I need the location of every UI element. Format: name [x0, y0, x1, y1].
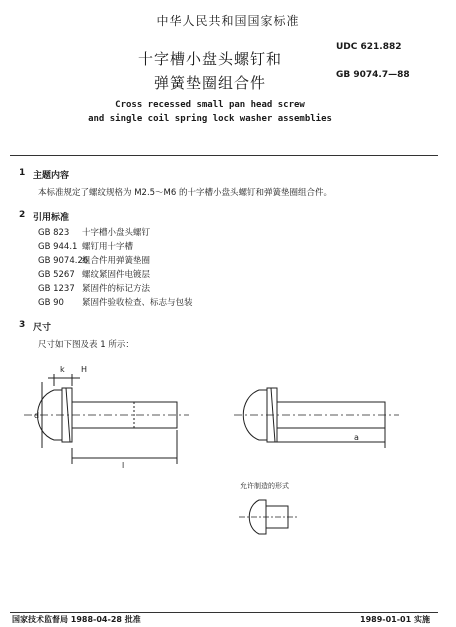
english-title-line-2: and single coil spring lock washer assemblies — [88, 114, 332, 124]
dim-d-label: d — [34, 411, 40, 420]
section-2-title: 引用标准 — [33, 213, 70, 223]
section-1-title: 主题内容 — [33, 171, 70, 181]
title-line-2: 弹簧垫圈组合件 — [153, 74, 266, 92]
udc-number: UDC 621.882 — [336, 42, 402, 52]
alt-form-caption: 允许制造的形式 — [240, 482, 289, 490]
reference-desc: 十字槽小盘头螺钉 — [82, 228, 151, 238]
reference-desc: 紧固件的标记方法 — [82, 284, 151, 294]
screw-assembly-drawing — [14, 360, 444, 610]
reference-item — [38, 240, 133, 252]
reference-desc: 螺纹紧固件电镀层 — [82, 270, 151, 280]
reference-desc: 紧固件验收检查、标志与包装 — [82, 298, 193, 308]
reference-desc: 组合件用弹簧垫圈 — [82, 256, 151, 266]
reference-code: GB 9074.26 — [38, 256, 89, 266]
dim-h-label: H — [81, 365, 88, 374]
section-3-number: 3 — [19, 320, 26, 330]
reference-code: GB 1237 — [38, 284, 75, 294]
reference-item — [38, 268, 150, 280]
section-2-number: 2 — [19, 210, 26, 220]
dim-k-label: k — [60, 365, 65, 374]
header-divider — [10, 155, 438, 156]
section-3-text: 尺寸如下图及表 1 所示： — [38, 340, 134, 350]
reference-item — [38, 254, 150, 266]
reference-code: GB 90 — [38, 298, 64, 308]
section-3-title: 尺寸 — [33, 323, 52, 333]
title-line-1: 十字槽小盘头螺钉和 — [137, 50, 282, 68]
footer-divider — [10, 612, 438, 613]
dim-a-label: a — [354, 433, 359, 442]
standard-name: 中华人民共和国国家标准 — [156, 14, 300, 28]
reference-item — [38, 282, 150, 294]
reference-code: GB 944.1 — [38, 242, 78, 252]
reference-item — [38, 226, 150, 238]
section-1-number: 1 — [19, 168, 26, 178]
implementation-date: 1989-01-01 实施 — [360, 615, 430, 624]
reference-item — [38, 296, 193, 308]
english-title-line-1: Cross recessed small pan head screw — [115, 100, 305, 110]
reference-code: GB 5267 — [38, 270, 75, 280]
reference-desc: 螺钉用十字槽 — [82, 242, 134, 252]
reference-code: GB 823 — [38, 228, 70, 238]
approval-note: 国家技术监督局 1988-04-28 批准 — [12, 615, 141, 624]
section-1-text: 本标准规定了螺纹规格为 M2.5～M6 的十字槽小盘头螺钉和弹簧垫圈组合件。 — [38, 188, 333, 198]
gb-number: GB 9074.7—88 — [336, 70, 410, 80]
dim-l-label: l — [122, 461, 125, 470]
